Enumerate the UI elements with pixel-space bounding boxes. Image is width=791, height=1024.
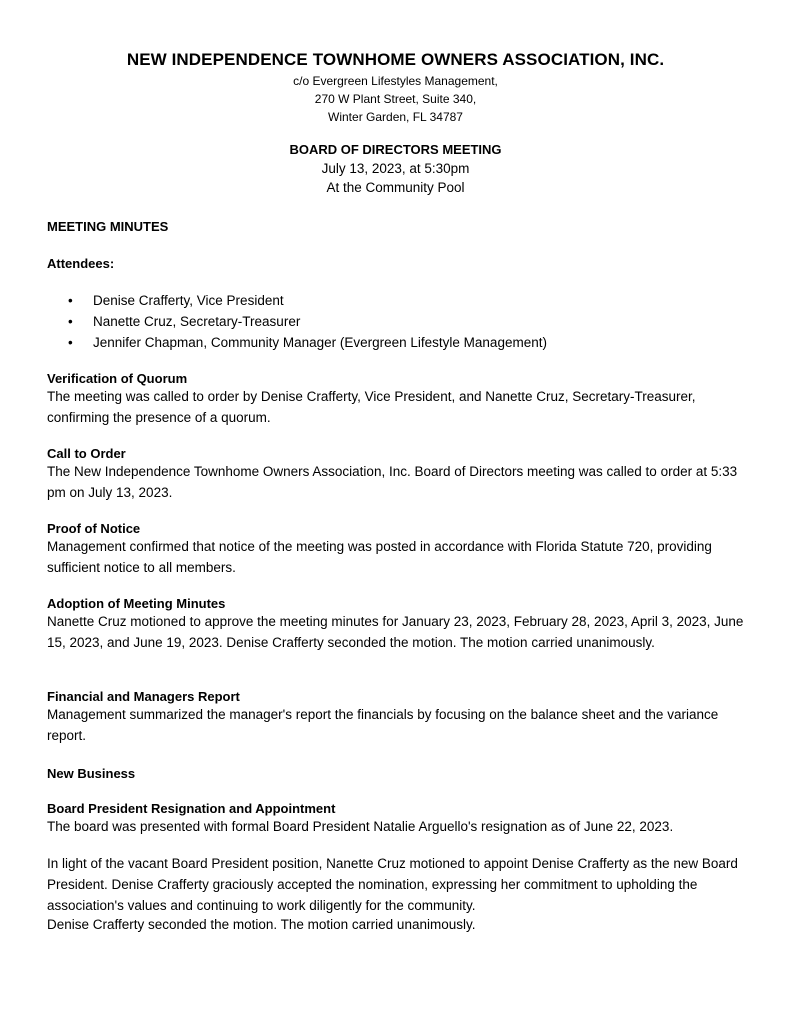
proof-of-notice-heading: Proof of Notice <box>47 521 141 536</box>
meeting-location: At the Community Pool <box>326 180 465 195</box>
address-line-1: c/o Evergreen Lifestyles Management, <box>293 74 498 88</box>
meeting-title: BOARD OF DIRECTORS MEETING <box>289 142 502 157</box>
call-to-order-heading: Call to Order <box>47 446 126 461</box>
quorum-heading: Verification of Quorum <box>47 371 188 386</box>
new-business-heading: New Business <box>47 766 136 781</box>
attendee-item: • Jennifer Chapman, Community Manager (Evergreen Lifestyle Management) <box>68 332 547 353</box>
financial-heading: Financial and Managers Report <box>47 689 240 704</box>
attendees-heading: Attendees: <box>47 256 115 271</box>
president-appointment-text: In light of the vacant Board President position, Nanette Cruz motioned to appoint Denise Crafferty as the new Board President. Denise Crafferty graciously accepted the nomination, expressing her commitment to upholding the association's values and continuing to work diligently for the community. <box>47 856 738 913</box>
meeting-date: July 13, 2023, at 5:30pm <box>321 161 470 176</box>
proof-of-notice-body: Management confirmed that notice of the meeting was posted in accordance with Florida Statute 720, providing sufficient notice to all members. <box>47 539 712 575</box>
president-motion-text: Denise Crafferty seconded the motion. The motion carried unanimously. <box>47 917 476 932</box>
call-to-order-body: The New Independence Townhome Owners Association, Inc. Board of Directors meeting was called to order at 5:33 pm on July 13, 2023. <box>47 464 738 500</box>
president-resignation-text: The board was presented with formal Board President Natalie Arguello's resignation as of June 22, 2023. <box>47 819 674 834</box>
president-heading: Board President Resignation and Appointment <box>47 801 336 816</box>
financial-body: Management summarized the manager's report the financials by focusing on the balance sheet and the variance report. <box>47 707 719 743</box>
organization-title: NEW INDEPENDENCE TOWNHOME OWNERS ASSOCIATION, INC. <box>126 50 665 69</box>
attendee-item: • Nanette Cruz, Secretary-Treasurer <box>68 311 547 332</box>
attendee-item: • Denise Crafferty, Vice President <box>68 290 547 311</box>
address-line-3: Winter Garden, FL 34787 <box>328 110 463 124</box>
address-line-2: 270 W Plant Street, Suite 340, <box>314 92 477 106</box>
minutes-heading: MEETING MINUTES <box>47 219 169 234</box>
adoption-body: Nanette Cruz motioned to approve the meeting minutes for January 23, 2023, February 28, 2023, April 3, 2023, June 15, 2023, and June 19, 2023. Denise Crafferty seconded the motion. The motion carried unanimously. <box>47 614 744 650</box>
adoption-heading: Adoption of Meeting Minutes <box>47 596 226 611</box>
quorum-body: The meeting was called to order by Denise Crafferty, Vice President, and Nanette Cruz, Secretary-Treasurer, confirming the presence of a quorum. <box>47 389 696 425</box>
attendees-list <box>68 290 547 353</box>
